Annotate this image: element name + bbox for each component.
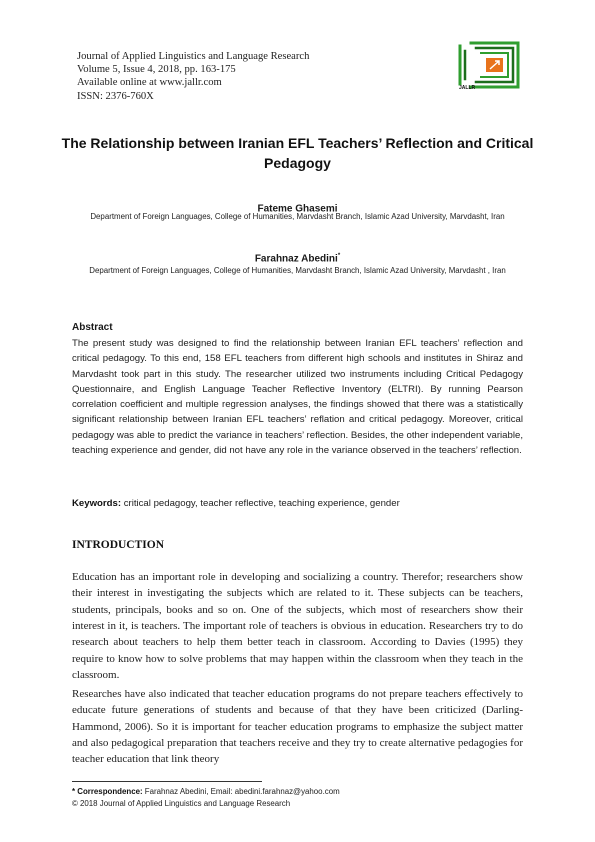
journal-info bbox=[77, 50, 309, 103]
author-affiliation-2: Department of Foreign Languages, College of Humanities, Marvdasht Branch, Islamic Azad University, Marvdasht , Iran bbox=[89, 266, 506, 275]
intro-paragraph-2: Researches have also indicated that teacher education programs do not prepare teachers effectively to educate future generations of students and because of that they have been criticized (Darling-Hammond, 2006). So it is important for teacher education programs to emphasize the subject matter and also pedagogical preparation that teachers receive and they try to create alternative pedagogies for teacher education that link theory bbox=[72, 688, 523, 766]
keywords-list: critical pedagogy, teacher reflective, teaching experience, gender bbox=[123, 498, 400, 509]
correspondence-note bbox=[72, 787, 340, 796]
keywords-line bbox=[72, 498, 523, 509]
corresponding-marker: * bbox=[337, 253, 341, 259]
footnote-divider bbox=[72, 781, 262, 782]
author-name-2: Farahnaz Abedini* bbox=[254, 253, 341, 265]
intro-paragraph-1: Education has an important role in developing and socializing a country. Therefor; researchers show their interest in investigating the subjects which are related to it. These subjects can be teachers, students, principals, books and so on. One of the subjects, which most of researchers show their interest in it, is teachers. The important role of teachers is obvious in education. Researchers try to do research about teachers to help them better teach in classroom. According to Davies (1995) they require to know how to solve problems that may happen within the classroom when they teach in the classroom. bbox=[72, 571, 523, 682]
paper-title: The Relationship between Iranian EFL Teachers’ Reflection and Critical Pedagogy bbox=[61, 135, 534, 171]
keywords-label: Keywords: bbox=[72, 498, 122, 509]
logo-wordmark: JALLR bbox=[459, 85, 476, 90]
abstract-heading: Abstract bbox=[72, 322, 113, 333]
journal-name: Journal of Applied Linguistics and Language Research bbox=[77, 51, 310, 62]
journal-issn: ISSN: 2376-760X bbox=[77, 90, 154, 102]
journal-logo bbox=[457, 40, 521, 90]
author-affiliation-1: Department of Foreign Languages, College of Humanities, Marvdasht Branch, Islamic Azad University, Marvdasht, Iran bbox=[90, 212, 505, 221]
author-name-1: Fateme Ghasemi bbox=[257, 203, 338, 215]
journal-availability: Available online at www.jallr.com bbox=[77, 77, 222, 89]
correspondence-label: * Correspondence: bbox=[72, 787, 143, 796]
copyright-note: © 2018 Journal of Applied Linguistics and Language Research bbox=[72, 799, 291, 808]
correspondence-text: Farahnaz Abedini, Email: abedini.farahnaz@yahoo.com bbox=[144, 787, 340, 796]
journal-volume: Volume 5, Issue 4, 2018, pp. 163-175 bbox=[77, 64, 236, 76]
abstract-text: The present study was designed to find the relationship between Iranian EFL teachers’ reflection and critical pedagogy. To this end, 158 EFL teachers from different high schools and institutes in Shiraz and Marvdasht took part in this study. The researcher utilized two instruments including Critical Pedagogy Questionnaire, and English Language Teacher Reflective Inventory (ELTRI). By running Pearson correlation coefficient and multiple regression analyses, the findings showed that there was a statistically significant relationship between Iranian EFL teachers’ reflation and critical pedagogy. Moreover, critical pedagogy was able to predict the variance in teachers’ reflection. Besides, the other independent variable, teaching experience and gender, did not have any role in the variance observed in the teachers’ reflection. bbox=[72, 338, 523, 456]
introduction-heading: INTRODUCTION bbox=[72, 539, 165, 551]
